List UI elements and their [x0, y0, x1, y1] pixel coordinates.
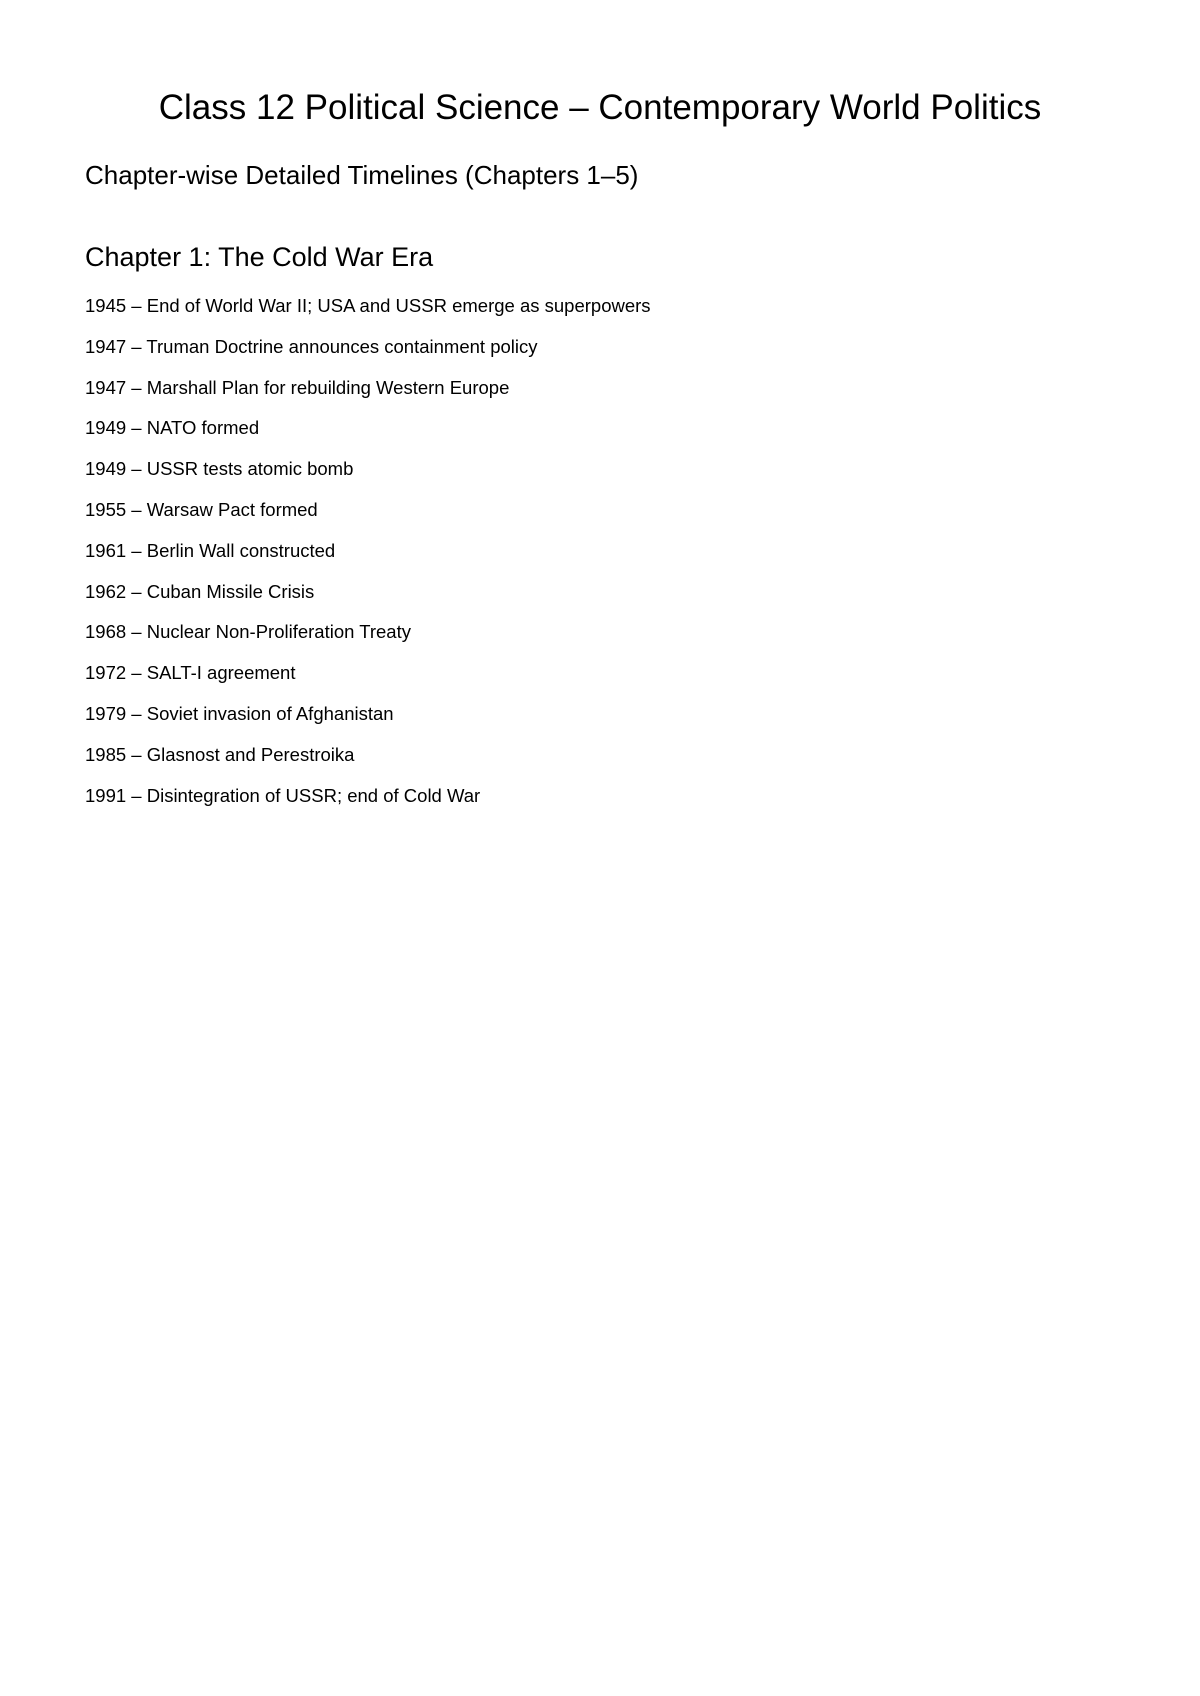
timeline-event: 1949 – NATO formed — [85, 417, 260, 439]
chapter-heading: Chapter 1: The Cold War Era — [85, 242, 434, 272]
timeline-event: 1985 – Glasnost and Perestroika — [85, 743, 355, 765]
timeline-event: 1968 – Nuclear Non-Proliferation Treaty — [85, 621, 411, 643]
timeline-event: 1949 – USSR tests atomic bomb — [85, 458, 354, 480]
timeline-event: 1947 – Marshall Plan for rebuilding Western Europe — [85, 376, 510, 398]
document-subtitle: Chapter-wise Detailed Timelines (Chapters 1–5) — [85, 160, 639, 190]
timeline-event: 1991 – Disintegration of USSR; end of Cold War — [85, 784, 481, 806]
timeline-list — [85, 292, 651, 822]
timeline-event: 1955 – Warsaw Pact formed — [85, 498, 318, 520]
timeline-event: 1979 – Soviet invasion of Afghanistan — [85, 702, 394, 724]
timeline-event: 1972 – SALT-I agreement — [85, 662, 296, 684]
timeline-event: 1945 – End of World War II; USA and USSR emerge as superpowers — [85, 295, 651, 316]
document-title: Class 12 Political Science – Contemporary World Politics — [158, 88, 1042, 127]
timeline-event: 1961 – Berlin Wall constructed — [85, 539, 336, 561]
timeline-event: 1947 – Truman Doctrine announces containment policy — [85, 335, 538, 357]
timeline-event: 1962 – Cuban Missile Crisis — [85, 580, 315, 602]
